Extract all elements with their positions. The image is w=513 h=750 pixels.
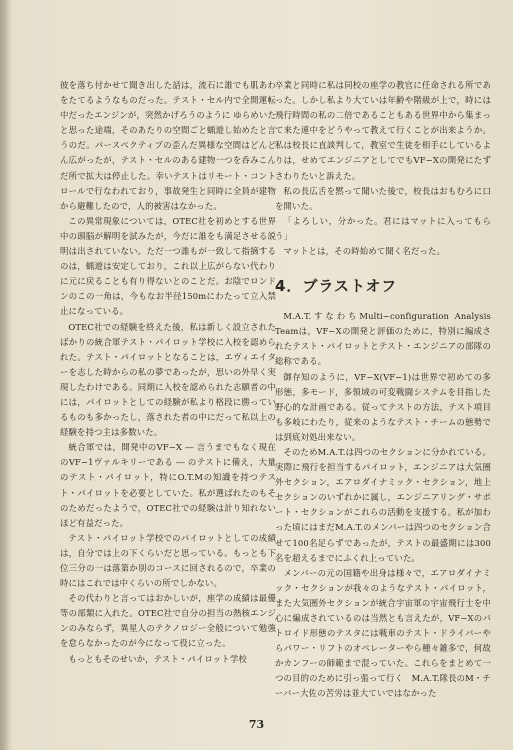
paragraph: 卒業と同時に私は同校の座学の教官に任命される所であった。しかし私より大ていは年齢や階級が上で，時には飛行時間の私の二倍であることもある世界中から集まって来た連中をどうやって教えて行くことが出来ようか。私は校長に直談判して，教室で生徒を相手にしているよりは，せめてエンジニアとしてでもVF−Xの開発にたずさわりたいと訴えた。 — [275, 80, 491, 181]
paragraph: もっともそのせいか，テスト・パイロット学校 — [68, 653, 247, 664]
quote-line: 「よろしい，分かった。君にはマットに入ってもらう」 — [275, 215, 491, 241]
binding-shadow — [0, 0, 10, 750]
paragraph: 彼を落ち付かせて聞き出した話は，流石に誰でも肌あわをたてるようなものだった。テスト・セル内で全開運転中だったエンジンが，突然かげろうのように ゆらめいたと思った途端，そのあたりの空間ごと蝋遊し始めたと言うのだ。パースペクティブの歪んだ異様な空間はどんどん広がったが，テスト・セルのある建物一つを呑みこんだ所で拡大は停止した。幸いテストはリモート・コントロールで行なわれており，事故発生と同時に全員が建物から避難したので，人的被害はなかった。 — [60, 80, 276, 211]
left-text-column — [60, 78, 276, 667]
paragraph: テスト・パイロット学校でのパイロットとしての成績は，自分では上の下くらいだと思っている。もっとも下位三分の一は落第か別のコースに回されるので，卒業の時にはこれでは中くらいの所でしかない。 — [60, 532, 276, 589]
paragraph: M.A.T.すなわちMulti−configuration Analysis Teamは，VF−Xの開発と評価のために，特別に編成されたテスト・パイロットとテスト・エンジニアの部隊の総称である。 — [275, 311, 491, 367]
section-heading: 4．ブラストオフ — [275, 277, 398, 296]
paragraph: OTEC社での経験を終えた後，私は新しく設立されたばかりの統合軍テスト・パイロット学校に入校を認められた。テスト・パイロットとなることは，エヴィエイターを志した時からの私の夢であったが，思いの外早く実現したわけである。同期に入校を認められた志願者の中には，パイロットとしての経験が私より格段に勝っているものも多かったし，落された者の中にだって私以上の経験を持つ主は多数いた。 — [60, 321, 276, 438]
paragraph: この異常現象については，OTEC社を初めとする世界中の頭脳が解明を試みたが，今だに誰をも満足させる説明は出されていない。ただ一つ誰もが一致して指摘するのは，蝋遊は安定しており，これ以上広がらない代わりに元に戻ることも有り得ないとのことだ。お陰でロンドンのこの一角は，今もなお半径150mにわたって立入禁止になっている。 — [60, 215, 276, 317]
paragraph: 御存知のように，VF−X(VF−1)は世界で初めての多形態，多モード，多領域の可変戦闘システムを目指した野心的な計画である。従ってテストの方法，テスト項目も多岐にわたり，従来のようなテスト・チームの態勢では到底対処出来ない。 — [275, 371, 491, 442]
quote-line: マットとは，その時始めて聞く名だった。 — [283, 246, 446, 257]
paragraph: メンバーの元の国籍や出身は様々で，エアロダイナミック・セクションが我々のようなテスト・パイロット，また大気圏外セクションが統合宇宙軍の宇宙飛行士を中心に編成されているのは当然とも言えたが，VF−Xのバトロイド形態のテスタには戦車のテスト・ドライバーやらパワー・リフトのオペレーターやら種々雑多で，何故かカンフーの師範まで混っていた。これらをまとめて一つの目的のために引っ張って行く M.A.T.隊長のM・チーバー大佐の苦労は並大ていではなかった — [275, 567, 491, 699]
right-text-column — [275, 78, 491, 702]
paragraph: 私の長広舌を黙って聞いた後で，校長はおもむろに口を開いた。 — [275, 185, 491, 211]
paragraph: そのためM.A.T.は四つのセクションに分かれている。実際に飛行を担当するパイロット，エンジニアは大気圏外セクション，エアロダイナミック・セクション，地上セクションのいずれかに属し，エンジニアリング・サポート・セクションがこれらの活動を支援する。私が加わった頃にはまだM.A.T.のメンバーは四つのセクション合せて100名足らずであったが，テストの最盛期には300名を超えるまでにふくれ上っていた。 — [275, 446, 491, 563]
paragraph: その代わりと言ってはおかしいが，座学の成績は最優等の部類に入れた。OTEC社で自分の担当の熱核エンジンのみならず，異星人のテクノロジー全般について勉強を怠らなかったのが今になって役に立った。 — [60, 593, 276, 649]
paragraph: 統合軍では，開発中のVF−X ― 言うまでもなく現在のVF−1ヴァルキリーである ― のテストに備え，大量のテスト・パイロット，特にO.T.Mの知識を持つテスト・パイロットを必要としていた。私が選ばれたのもそのためだったようで，OTEC社での経験は計り知れないほど有益だった。 — [60, 442, 276, 528]
page-number: 73 — [248, 718, 265, 731]
